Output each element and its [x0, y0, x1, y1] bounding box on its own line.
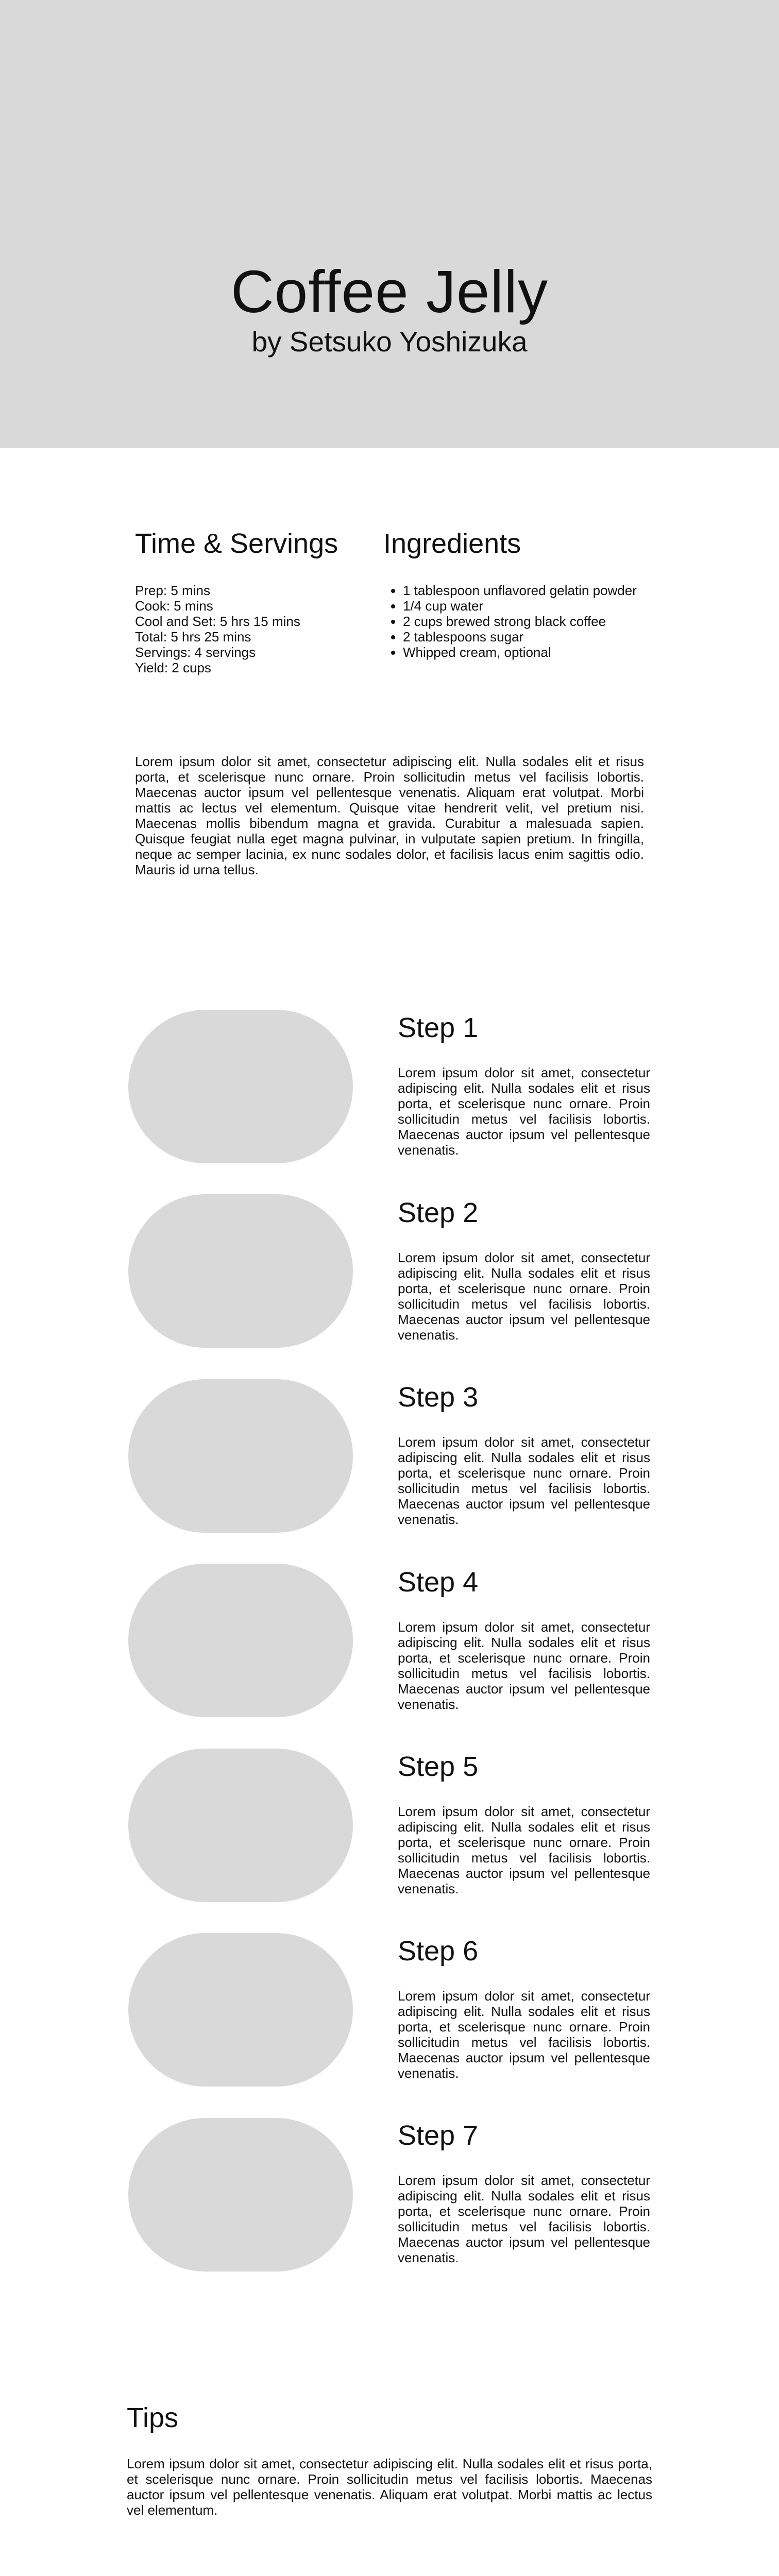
step-2-title: Step 2	[398, 1197, 479, 1228]
time-item-prep: Prep: 5 mins	[135, 583, 210, 598]
step-2-image	[128, 1194, 353, 1348]
intro-paragraph: Lorem ipsum dolor sit amet, consectetur adipiscing elit. Nulla sodales elit et risus porta, et scelerisque nunc ornare. Proin sollicitudin metus vel facilisis lobortis. Maecenas auctor ipsum vel pellentesque venenatis. Aliquam erat volutpat. Morbi mattis ac lectus vel elementum. Quisque vitae hendrerit velit, vel pretium nisi. Maecenas mollis bibendum magna et gravida. Curabitur a malesuada sapien. Quisque feugiat nulla eget magna pulvinar, in vulputate sapien pretium. In fringilla, neque ac semper lacinia, ex nunc sodales dolor, et facilisis lacus enim sagittis odio. Mauris id urna tellus.	[135, 754, 644, 877]
step-4	[398, 1568, 650, 1712]
step-5	[398, 1753, 650, 1896]
step-5-title: Step 5	[398, 1751, 479, 1782]
ingredient-item: • 1/4 cup water	[403, 598, 651, 614]
ingredients-list	[383, 583, 651, 660]
hero-banner	[0, 0, 779, 448]
step-5-body: Lorem ipsum dolor sit amet, consectetur adipiscing elit. Nulla sodales elit et risus porta, et scelerisque nunc ornare. Proin sollicitudin metus vel facilisis lobortis. Maecenas auctor ipsum vel pellentesque venenatis.	[398, 1804, 650, 1896]
step-7-image	[128, 2118, 353, 2272]
time-item-cool-set: Cool and Set: 5 hrs 15 mins	[135, 614, 300, 629]
ingredient-item: • 1 tablespoon unflavored gelatin powder	[403, 583, 651, 598]
step-1-image	[128, 1010, 353, 1163]
time-servings-list	[135, 583, 357, 675]
time-servings-heading: Time & Servings	[135, 528, 338, 559]
tips-body: Lorem ipsum dolor sit amet, consectetur adipiscing elit. Nulla sodales elit et risus porta, et scelerisque nunc ornare. Proin sollicitudin metus vel facilisis lobortis. Maecenas auctor ipsum vel pellentesque venenatis. Aliquam erat volutpat. Morbi mattis ac lectus vel elementum.	[127, 2456, 652, 2518]
time-item-yield: Yield: 2 cups	[135, 660, 211, 675]
ingredient-item: • 2 tablespoons sugar	[403, 629, 651, 645]
time-item-total: Total: 5 hrs 25 mins	[135, 629, 251, 645]
step-7-body: Lorem ipsum dolor sit amet, consectetur adipiscing elit. Nulla sodales elit et risus porta, et scelerisque nunc ornare. Proin sollicitudin metus vel facilisis lobortis. Maecenas auctor ipsum vel pellentesque venenatis.	[398, 2173, 650, 2265]
ingredient-item: • 2 cups brewed strong black coffee	[403, 614, 651, 629]
step-2-body: Lorem ipsum dolor sit amet, consectetur adipiscing elit. Nulla sodales elit et risus porta, et scelerisque nunc ornare. Proin sollicitudin metus vel facilisis lobortis. Maecenas auctor ipsum vel pellentesque venenatis.	[398, 1250, 650, 1343]
step-6	[398, 1937, 650, 2081]
ingredients-heading: Ingredients	[383, 528, 521, 559]
step-5-image	[128, 1749, 353, 1902]
time-item-cook: Cook: 5 mins	[135, 598, 213, 614]
tips-section	[127, 2404, 652, 2518]
recipe-author: by Setsuko Yoshizuka	[251, 326, 528, 358]
step-1	[398, 1014, 650, 1158]
step-2	[398, 1199, 650, 1343]
step-3-image	[128, 1379, 353, 1533]
time-item-servings: Servings: 4 servings	[135, 645, 256, 660]
step-6-body: Lorem ipsum dolor sit amet, consectetur adipiscing elit. Nulla sodales elit et risus porta, et scelerisque nunc ornare. Proin sollicitudin metus vel facilisis lobortis. Maecenas auctor ipsum vel pellentesque venenatis.	[398, 1988, 650, 2081]
ingredient-item: • Whipped cream, optional	[403, 645, 651, 660]
step-6-title: Step 6	[398, 1936, 479, 1967]
step-4-title: Step 4	[398, 1567, 479, 1598]
step-4-body: Lorem ipsum dolor sit amet, consectetur adipiscing elit. Nulla sodales elit et risus porta, et scelerisque nunc ornare. Proin sollicitudin metus vel facilisis lobortis. Maecenas auctor ipsum vel pellentesque venenatis.	[398, 1619, 650, 1712]
step-3	[398, 1383, 650, 1527]
step-3-body: Lorem ipsum dolor sit amet, consectetur adipiscing elit. Nulla sodales elit et risus porta, et scelerisque nunc ornare. Proin sollicitudin metus vel facilisis lobortis. Maecenas auctor ipsum vel pellentesque venenatis.	[398, 1434, 650, 1527]
step-7	[398, 2122, 650, 2265]
tips-heading: Tips	[127, 2402, 179, 2433]
time-servings-section	[135, 530, 357, 675]
step-4-image	[128, 1564, 353, 1717]
step-1-body: Lorem ipsum dolor sit amet, consectetur adipiscing elit. Nulla sodales elit et risus porta, et scelerisque nunc ornare. Proin sollicitudin metus vel facilisis lobortis. Maecenas auctor ipsum vel pellentesque venenatis.	[398, 1065, 650, 1158]
ingredients-section	[383, 530, 651, 660]
step-1-title: Step 1	[398, 1012, 479, 1043]
step-3-title: Step 3	[398, 1382, 479, 1413]
recipe-title: Coffee Jelly	[231, 258, 548, 325]
step-6-image	[128, 1933, 353, 2087]
step-7-title: Step 7	[398, 2120, 479, 2151]
